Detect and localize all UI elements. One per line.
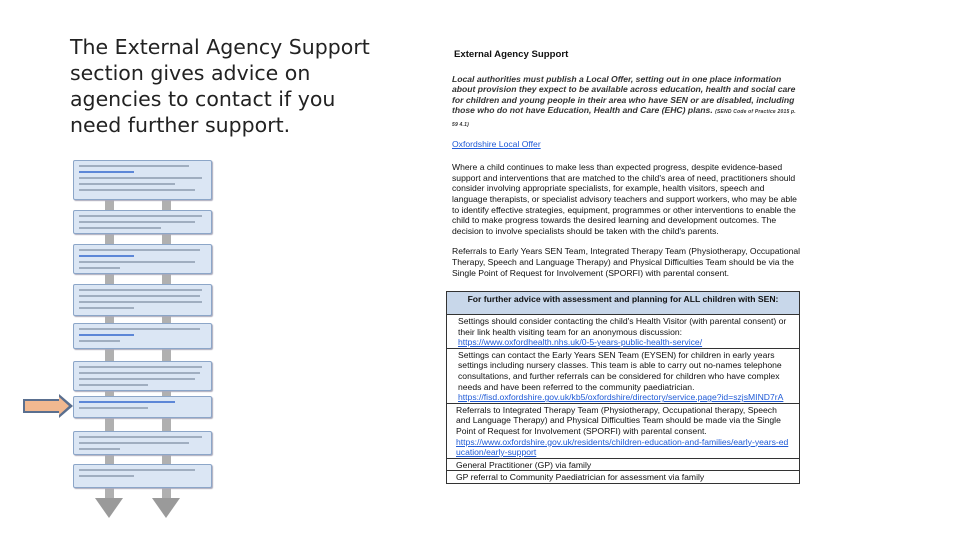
referrals-paragraph: Referrals to Early Years SEN Team, Integrated Therapy Team (Physiotherapy, Occupational Therapy, Speech and Language Therapy) and Physical Difficulties Team should be via the Single Point of Request for Involvement (SPORFI) with parental consent. xyxy=(452,246,801,278)
table-row: Settings should consider contacting the child's Health Visitor (with parental consent) or their link health visiting team for an anonymous discussion: https://www.oxfordhealth.nhs.uk/0-5-years-public-health-service/ xyxy=(447,315,799,349)
advice-table-header: For further advice with assessment and planning for ALL children with SEN: xyxy=(447,292,799,315)
document-title: External Agency Support xyxy=(454,49,569,60)
flow-step xyxy=(73,323,212,349)
table-row: GP referral to Community Paediatrician for assessment via family xyxy=(456,472,705,483)
flow-step xyxy=(73,464,212,488)
flow-arrow-down-icon xyxy=(95,498,123,518)
flow-step-highlighted xyxy=(73,396,212,418)
flow-step xyxy=(73,160,212,200)
progress-paragraph: Where a child continues to make less than expected progress, despite evidence-based support and interventions that are matched to the child's area of need, practitioners should consider involving appropriate specialists, for example, health visitors, speech and language therapists, or specialist advisory teachers and support workers, who may be able to identify effective strategies, equipment, programmes or other interventions to enable the child to make progress towards the desired learning and development outcomes. The decision to involve specialists should be taken with the child's parents. xyxy=(452,162,797,236)
document-excerpt xyxy=(452,50,802,288)
flow-arrow-down-icon xyxy=(152,498,180,518)
flow-step xyxy=(73,431,212,455)
flow-step xyxy=(73,244,212,274)
table-row: General Practitioner (GP) via family xyxy=(447,459,799,472)
row-link[interactable]: https://fisd.oxfordshire.gov.uk/kb5/oxfordshire/directory/service.page?id=szjsMIND7rA xyxy=(458,392,784,403)
slide-heading: The External Agency Support section gives advice on agencies to contact if you need further support. xyxy=(70,35,370,137)
flow-step xyxy=(73,210,212,234)
table-row: Referrals to Integrated Therapy Team (Physiotherapy, Occupational therapy, Speech and Language Therapy) and Physical Difficulties Team should be made via the Single Point of Request for Involvement (SPORFI) with parental consent. https://www.oxfordshire.gov.uk/residents/children-education-and-families/early-years-education/early-support xyxy=(447,404,799,459)
arrow-right-icon xyxy=(23,399,61,413)
flow-step xyxy=(73,361,212,391)
local-offer-intro: Local authorities must publish a Local Offer, setting out in one place information about provision they expect to be available across education, health and social care for children and young people in their area who have SEN or are disabled, including those who do not have Education, Health and Care (EHC) plans. (SEND Code of Practice 2015 p. 59 4.1) xyxy=(452,73,796,128)
row-link[interactable]: https://www.oxfordhealth.nhs.uk/0-5-years-public-health-service/ xyxy=(458,337,703,348)
advice-table xyxy=(446,291,800,484)
intro-citation: (SEND Code of Practice 2015 p. 59 4.1) xyxy=(452,109,796,128)
flowchart-thumbnail xyxy=(68,160,214,525)
table-row: Settings can contact the Early Years SEN Team (EYSEN) for children in early years settings including nursery classes. This team is able to carry out no-names telephone consultations, and further referrals can be considered for children who have complex needs and have been referred to the community paediatrician. https://fisd.oxfordshire.gov.uk/kb5/oxfordshire/directory/service.page?id=szjsMIND7rA xyxy=(447,349,799,404)
local-offer-link[interactable]: Oxfordshire Local Offer xyxy=(452,138,541,149)
row-link[interactable]: https://www.oxfordshire.gov.uk/residents/children-education-and-families/early-years-education/early-support xyxy=(456,436,789,458)
flow-step xyxy=(73,284,212,316)
